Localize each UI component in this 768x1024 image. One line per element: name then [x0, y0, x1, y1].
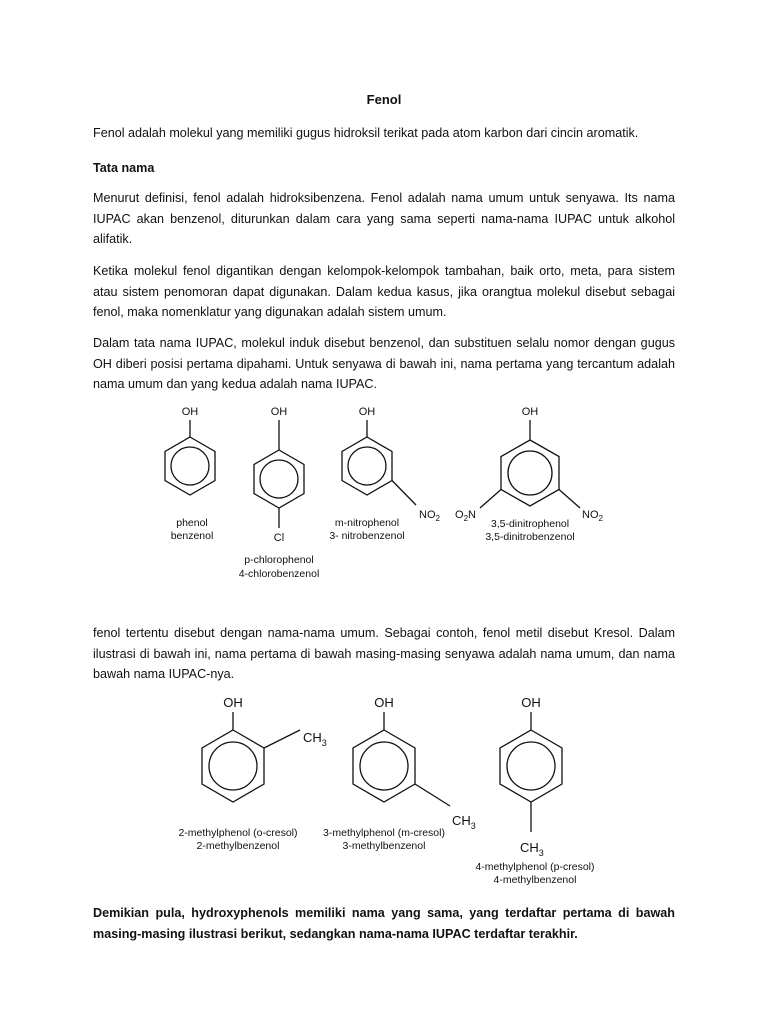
m-cresol-methyl-label: $CH_3$ [452, 813, 476, 831]
p-cresol-oh-label: OH [521, 695, 541, 710]
phenol-oh-label: OH [181, 406, 199, 418]
o-cresol-common-name: 2-methylphenol (o-cresol) [178, 827, 298, 839]
section-heading: Tata nama [93, 161, 155, 175]
m-cresol-iupac-name: 3-methylbenzenol [342, 840, 426, 852]
p-cresol-common-name: 4-methylphenol (p-cresol) [475, 861, 595, 873]
nitro-substituent-label: $NO_2$ [419, 509, 440, 523]
dinitro-right-substituent-label: $NO_2$ [582, 509, 603, 523]
paragraph-intro: Fenol adalah molekul yang memiliki gugus hidroksil terikat pada atom karbon dari cincin aromatik. [93, 126, 639, 140]
figure-cresols-svg [0, 690, 768, 895]
nitrophenol-structure [342, 420, 416, 505]
nitrophenol-iupac-name: 3- nitrobenzenol [329, 530, 405, 542]
dinitrophenol-structure [480, 420, 580, 508]
figure-phenol-derivatives-svg [0, 400, 768, 585]
paragraph-definition: Menurut definisi, fenol adalah hidroksibenzena. Fenol adalah nama umum untuk senyawa. Its nama IUPAC akan benzenol, diturunkan dalam cara yang sama seperti nama-nama IUPAC untuk alkohol alifatik. [93, 191, 675, 246]
chlorophenol-common-name: p-chlorophenol [244, 554, 314, 566]
figure-phenol-derivatives [0, 400, 768, 585]
dinitrophenol-iupac-name: 3,5-dinitrobenzenol [485, 531, 575, 543]
phenol-iupac-name: benzenol [170, 530, 214, 542]
p-cresol-structure [500, 712, 562, 832]
chloro-substituent-label: Cl [273, 532, 285, 544]
phenol-structure [165, 420, 215, 495]
dinitrophenol-oh-label: OH [521, 406, 539, 418]
o-cresol-oh-label: OH [223, 695, 243, 710]
paragraph-substitution: Ketika molekul fenol digantikan dengan kelompok-kelompok tambahan, baik orto, meta, para sistem atau sistem penomoran dapat digunakan. Dalam kedua kasus, jika orangtua molekul disebut sebagai fenol, maka nomenklatur yang digunakan adalah sistem umum. [93, 264, 675, 319]
o-cresol-iupac-name: 2-methylbenzenol [196, 840, 280, 852]
p-cresol-iupac-name: 4-methylbenzenol [493, 874, 577, 886]
m-cresol-oh-label: OH [374, 695, 394, 710]
page-title: Fenol [366, 92, 402, 107]
chlorophenol-iupac-name: 4-chlorobenzenol [238, 568, 320, 580]
paragraph-cresol: fenol tertentu disebut dengan nama-nama umum. Sebagai contoh, fenol metil disebut Kresol. Dalam ilustrasi di bawah ini, nama pertama di bawah masing-masing senyawa adalah nama umum, dan nama bawah nama IUPAC-nya. [93, 626, 675, 681]
phenol-common-name: phenol [176, 517, 208, 529]
nitrophenol-oh-label: OH [358, 406, 376, 418]
m-cresol-common-name: 3-methylphenol (m-cresol) [323, 827, 445, 839]
o-cresol-methyl-label: $CH_3$ [303, 730, 327, 748]
p-cresol-methyl-label: $CH_3$ [520, 840, 544, 858]
figure-cresols [0, 690, 768, 895]
dinitrophenol-common-name: 3,5-dinitrophenol [490, 518, 570, 530]
paragraph-hydroxyphenols: Demikian pula, hydroxyphenols memiliki nama yang sama, yang terdaftar pertama di bawah masing-masing ilustrasi berikut, sedangkan nama-nama IUPAC terdaftar terakhir. [93, 906, 675, 941]
paragraph-iupac: Dalam tata nama IUPAC, molekul induk disebut benzenol, dan substituen selalu nomor dengan gugus OH diberi posisi pertama dipahami. Untuk senyawa di bawah ini, nama pertama yang tercantum adalah nama umum dan yang kedua adalah nama IUPAC. [93, 336, 675, 391]
m-cresol-structure [353, 712, 450, 806]
chlorophenol-structure [254, 420, 304, 528]
dinitro-left-substituent-label: $O_2N$ [455, 509, 476, 523]
nitrophenol-common-name: m-nitrophenol [334, 517, 400, 529]
o-cresol-structure [202, 712, 300, 802]
chlorophenol-oh-label: OH [270, 406, 288, 418]
